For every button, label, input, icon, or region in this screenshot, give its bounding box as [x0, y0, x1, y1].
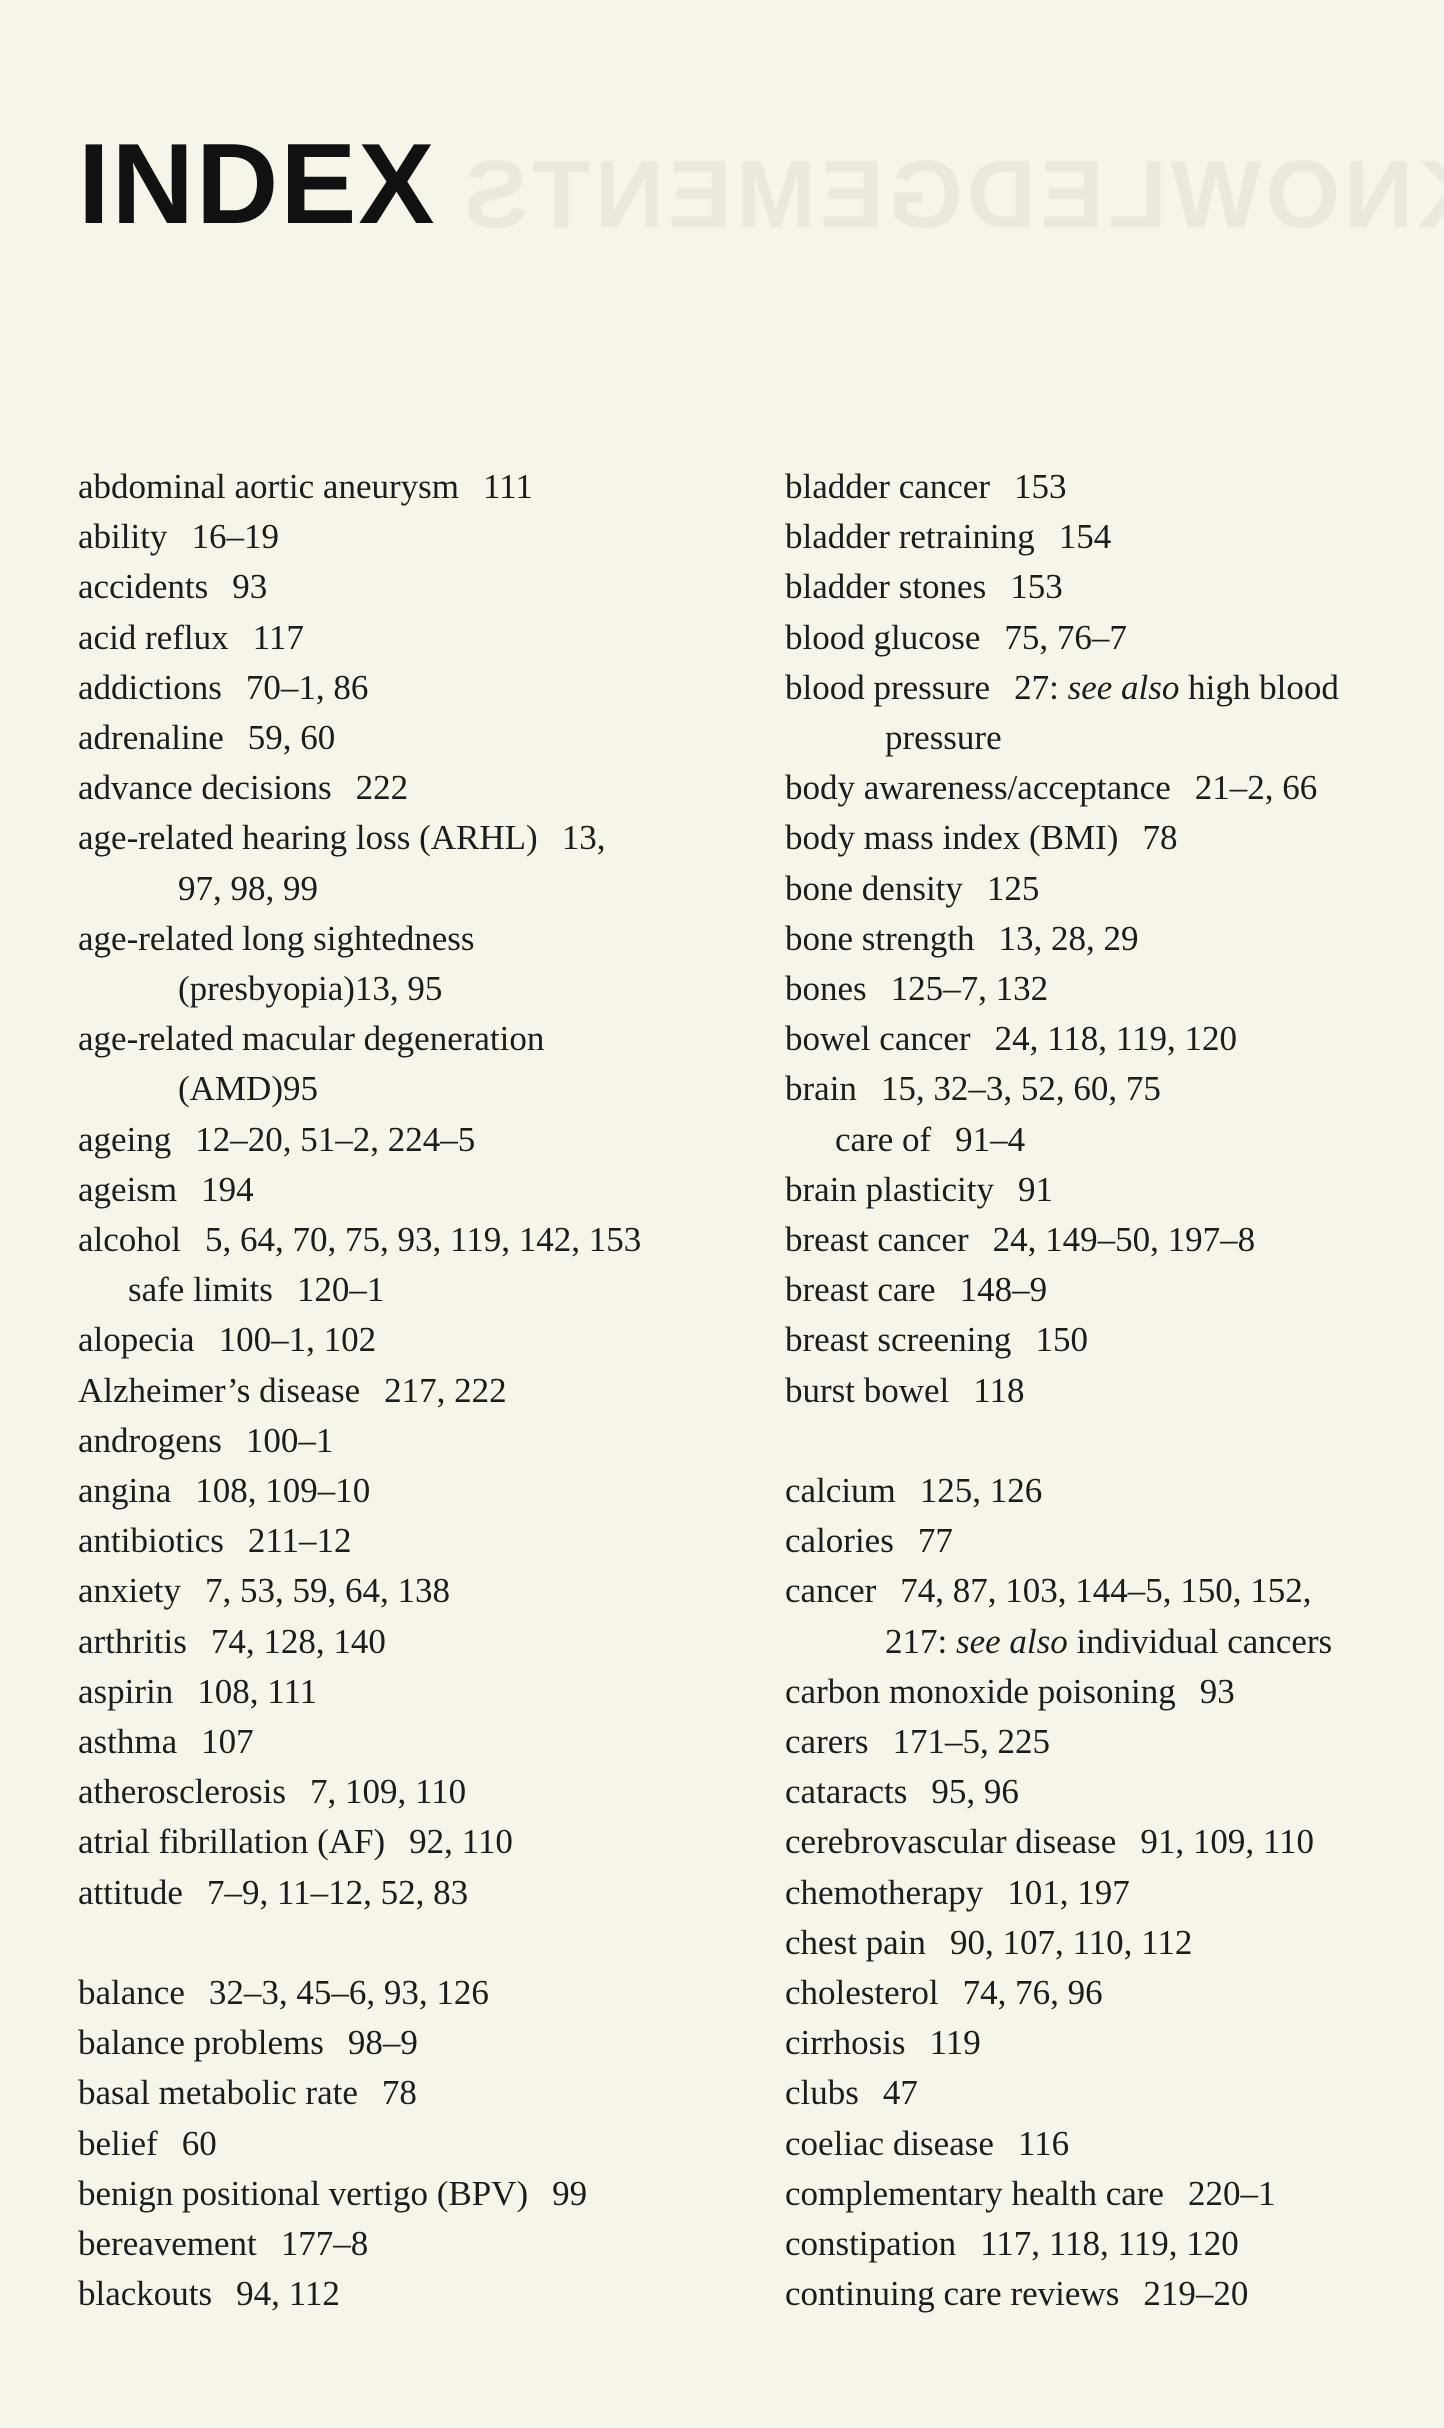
- index-entry: [785, 2169, 1444, 2219]
- index-pages: 171–5, 225: [892, 1722, 1051, 1762]
- index-entry: [78, 1466, 758, 1516]
- index-pages: 153: [1014, 467, 1067, 506]
- index-pages: 211–12: [247, 1521, 352, 1561]
- index-term: cataracts: [785, 1772, 908, 1812]
- index-pages: 100–1: [245, 1420, 334, 1460]
- index-pages: 59, 60: [247, 718, 336, 758]
- index-entry-continuation: [78, 1064, 758, 1114]
- index-term: addictions: [78, 667, 222, 707]
- index-entry: [78, 813, 758, 863]
- index-term: carers: [785, 1722, 869, 1762]
- index-pages: 75, 76–7: [1004, 617, 1127, 657]
- index-entry: [78, 1717, 758, 1767]
- index-term: bereavement: [78, 2224, 257, 2264]
- index-pages: 7, 109, 110: [309, 1772, 467, 1812]
- see-also-label: see also: [1067, 667, 1180, 707]
- index-pages: 95, 96: [931, 1772, 1019, 1812]
- index-pages: 91, 109, 110: [1140, 1822, 1315, 1862]
- index-pages: 78: [1142, 818, 1178, 858]
- index-entry: [785, 1868, 1444, 1918]
- index-entry: [78, 512, 758, 562]
- index-pages: 21–2, 66: [1194, 768, 1318, 808]
- index-entry: [785, 613, 1444, 663]
- index-entry: [78, 2219, 758, 2269]
- continuation-text: 97, 98, 99: [178, 868, 318, 908]
- index-entry: [78, 1315, 758, 1365]
- index-entry: [785, 1265, 1444, 1315]
- index-entry-continuation: [78, 964, 758, 1014]
- index-entry: [785, 1918, 1444, 1968]
- index-pages: 91–4: [955, 1119, 1026, 1159]
- letter-group-gap: [785, 1416, 1444, 1466]
- index-entry: [78, 462, 758, 512]
- index-entry: [78, 1014, 758, 1064]
- index-pages: 60: [181, 2123, 217, 2163]
- index-pages: 148–9: [959, 1270, 1048, 1310]
- index-entry: [785, 2119, 1444, 2169]
- index-term: Alzheimer’s disease: [78, 1370, 361, 1410]
- index-entry: [78, 1215, 758, 1265]
- index-term: bowel cancer: [785, 1019, 971, 1059]
- index-pages: 108, 111: [197, 1671, 318, 1711]
- index-pages: 153: [1010, 567, 1063, 607]
- index-entry: [78, 562, 758, 612]
- index-entry: [785, 1667, 1444, 1717]
- index-entry: [785, 1516, 1444, 1566]
- index-term: bladder stones: [785, 567, 987, 607]
- index-pages: 7–9, 11–12, 52, 83: [206, 1872, 469, 1912]
- index-term: body mass index (BMI): [785, 818, 1119, 858]
- index-pages: 5, 64, 70, 75, 93, 119, 142, 153: [205, 1220, 642, 1260]
- index-pages: 93: [232, 567, 268, 607]
- index-term: bladder retraining: [785, 517, 1035, 557]
- index-pages: 13, 28, 29: [998, 918, 1139, 958]
- index-entry-continuation: [785, 1617, 1444, 1667]
- index-term: brain: [785, 1069, 857, 1109]
- index-term: alopecia: [78, 1320, 195, 1360]
- index-pages: 24, 149–50, 197–8: [992, 1220, 1256, 1260]
- index-term: coeliac disease: [785, 2123, 994, 2163]
- index-subentry: [78, 1265, 758, 1315]
- index-entry-continuation: [78, 864, 758, 914]
- index-entry: [78, 1366, 758, 1416]
- letter-group-gap: [78, 1918, 758, 1968]
- index-entry: [78, 1416, 758, 1466]
- index-term: constipation: [785, 2224, 957, 2264]
- index-entry: [785, 1064, 1444, 1114]
- index-entry: [78, 1165, 758, 1215]
- index-pages: 125–7, 132: [890, 969, 1049, 1009]
- index-pages: 118: [973, 1370, 1025, 1410]
- index-term: care of: [835, 1119, 932, 1159]
- index-term: basal metabolic rate: [78, 2073, 358, 2113]
- index-pages: 217, 222: [384, 1370, 507, 1410]
- index-pages: 12–20, 51–2, 224–5: [195, 1119, 476, 1159]
- index-term: abdominal aortic aneurysm: [78, 467, 459, 506]
- index-pages: 15, 32–3, 52, 60, 75: [880, 1069, 1161, 1109]
- index-pages: 108, 109–10: [195, 1471, 371, 1511]
- index-term: cholesterol: [785, 1973, 939, 2013]
- index-pages: 13, 95: [354, 969, 443, 1009]
- index-term: age-related long sightedness: [78, 918, 475, 958]
- index-pages: 16–19: [191, 517, 279, 557]
- index-entry: [785, 1165, 1444, 1215]
- index-term: angina: [78, 1471, 172, 1511]
- index-pages: 95: [282, 1069, 318, 1109]
- index-pages: 7, 53, 59, 64, 138: [205, 1571, 451, 1611]
- index-pages: 120–1: [296, 1270, 385, 1310]
- show-through-text: [460, 140, 1444, 250]
- index-term: blood pressure: [785, 667, 991, 707]
- index-entry: [785, 663, 1444, 713]
- index-entry: [78, 2169, 758, 2219]
- index-entry: [785, 813, 1444, 863]
- index-term: balance problems: [78, 2023, 324, 2063]
- index-column-left: [78, 462, 758, 2320]
- index-pages: 77: [917, 1521, 953, 1561]
- index-pages: 99: [552, 2173, 588, 2213]
- index-entry: [785, 1767, 1444, 1817]
- index-term: age-related hearing loss (ARHL): [78, 818, 538, 858]
- index-entry: [78, 2269, 758, 2319]
- index-term: ageing: [78, 1119, 172, 1159]
- index-entry: [785, 1215, 1444, 1265]
- continuation-text: (presbyopia): [178, 969, 355, 1009]
- continuation-text: 217:: [885, 1621, 948, 1661]
- index-term: blood glucose: [785, 617, 981, 657]
- index-pages: 119: [929, 2023, 981, 2063]
- index-pages: 116: [1017, 2123, 1070, 2163]
- index-term: burst bowel: [785, 1370, 950, 1410]
- index-term: brain plasticity: [785, 1169, 994, 1209]
- index-entry: [78, 663, 758, 713]
- continuation-text: (AMD): [178, 1069, 283, 1109]
- index-term: alcohol: [78, 1220, 182, 1260]
- index-entry: [78, 2068, 758, 2118]
- index-entry: [785, 1315, 1444, 1365]
- index-term: body awareness/acceptance: [785, 768, 1171, 808]
- index-term: continuing care reviews: [785, 2274, 1120, 2314]
- index-term: balance: [78, 1973, 185, 2013]
- index-pages: 219–20: [1143, 2274, 1249, 2314]
- index-entry: [78, 1817, 758, 1867]
- index-term: bone strength: [785, 918, 975, 958]
- index-pages: 125, 126: [919, 1471, 1043, 1511]
- index-pages: 194: [201, 1169, 254, 1209]
- index-term: androgens: [78, 1420, 222, 1460]
- index-term: complementary health care: [785, 2173, 1164, 2213]
- index-entry: [785, 1366, 1444, 1416]
- index-pages: 70–1, 86: [245, 667, 369, 707]
- index-entry: [785, 1466, 1444, 1516]
- index-term: accidents: [78, 567, 209, 607]
- index-entry: [78, 763, 758, 813]
- index-entry: [785, 562, 1444, 612]
- index-entry: [78, 1516, 758, 1566]
- index-term: breast screening: [785, 1320, 1012, 1360]
- index-pages: 150: [1035, 1320, 1088, 1360]
- index-entry: [78, 713, 758, 763]
- index-entry: [785, 2018, 1444, 2068]
- index-term: clubs: [785, 2073, 859, 2113]
- index-term: calcium: [785, 1471, 896, 1511]
- index-term: calories: [785, 1521, 894, 1561]
- index-term: antibiotics: [78, 1521, 224, 1561]
- index-entry: [785, 2068, 1444, 2118]
- index-term: benign positional vertigo (BPV): [78, 2173, 529, 2213]
- index-term: chemotherapy: [785, 1872, 984, 1912]
- index-column-right: [785, 462, 1444, 2320]
- index-term: arthritis: [78, 1621, 187, 1661]
- index-entry: [78, 1868, 758, 1918]
- index-entry: [785, 914, 1444, 964]
- index-term: safe limits: [128, 1270, 273, 1310]
- index-pages: 92, 110: [409, 1822, 513, 1862]
- index-entry: [785, 964, 1444, 1014]
- index-pages: 100–1, 102: [218, 1320, 377, 1360]
- index-term: adrenaline: [78, 718, 224, 758]
- index-term: cancer: [785, 1571, 877, 1611]
- index-pages: 107: [201, 1722, 254, 1762]
- index-entry: [78, 914, 758, 964]
- index-term: carbon monoxide poisoning: [785, 1671, 1176, 1711]
- index-pages: 220–1: [1187, 2173, 1276, 2213]
- index-term: cirrhosis: [785, 2023, 906, 2063]
- index-pages: 177–8: [280, 2224, 369, 2264]
- index-pages: 154: [1058, 517, 1112, 557]
- index-term: breast cancer: [785, 1220, 969, 1260]
- index-term: aspirin: [78, 1671, 174, 1711]
- index-entry: [785, 1817, 1444, 1867]
- continuation-text: pressure: [885, 718, 1002, 758]
- index-term: chest pain: [785, 1922, 926, 1962]
- index-entry: [78, 1566, 758, 1616]
- index-pages: 47: [882, 2073, 918, 2113]
- index-pages: 94, 112: [236, 2274, 340, 2314]
- index-entry: [78, 2018, 758, 2068]
- index-term: atherosclerosis: [78, 1772, 286, 1812]
- index-pages: 78: [381, 2073, 417, 2113]
- index-entry: [78, 2119, 758, 2169]
- index-pages: 27:: [1014, 667, 1059, 707]
- index-pages: 24, 118, 119, 120: [994, 1019, 1237, 1059]
- page-title: INDEX: [78, 121, 437, 248]
- index-entry: [785, 1968, 1444, 2018]
- index-pages: 74, 87, 103, 144–5, 150, 152,: [900, 1571, 1312, 1611]
- index-pages: 13,: [561, 818, 606, 858]
- index-term: asthma: [78, 1722, 178, 1762]
- index-entry: [785, 512, 1444, 562]
- index-term: atrial fibrillation (AF): [78, 1822, 386, 1862]
- index-entry: [78, 1968, 758, 2018]
- index-pages: 117: [252, 617, 304, 657]
- index-entry: [78, 1667, 758, 1717]
- index-pages: 74, 128, 140: [210, 1621, 386, 1661]
- index-term: cerebrovascular disease: [785, 1822, 1117, 1862]
- index-term: bones: [785, 969, 867, 1009]
- index-pages: 91: [1017, 1169, 1053, 1209]
- index-entry: [78, 1617, 758, 1667]
- index-term: advance decisions: [78, 768, 332, 808]
- index-entry: [785, 1014, 1444, 1064]
- index-pages: 222: [355, 768, 409, 808]
- index-pages: 111: [482, 467, 533, 506]
- index-pages: 74, 76, 96: [962, 1973, 1103, 2013]
- index-entry-continuation: [785, 713, 1444, 763]
- index-term: bladder cancer: [785, 467, 990, 506]
- index-term: ability: [78, 517, 168, 557]
- index-entry: [785, 2269, 1444, 2319]
- index-pages: 117, 118, 119, 120: [980, 2224, 1239, 2264]
- index-term: acid reflux: [78, 617, 229, 657]
- index-pages: 101, 197: [1007, 1872, 1130, 1912]
- index-term: anxiety: [78, 1571, 182, 1611]
- index-term: blackouts: [78, 2274, 213, 2314]
- index-entry: [785, 2219, 1444, 2269]
- index-subentry: [785, 1115, 1444, 1165]
- see-also-target: individual cancers: [1076, 1621, 1333, 1661]
- index-entry: [785, 1717, 1444, 1767]
- index-term: ageism: [78, 1169, 178, 1209]
- index-entry: [78, 1767, 758, 1817]
- index-entry: [78, 613, 758, 663]
- index-term: age-related macular degeneration: [78, 1019, 545, 1059]
- index-pages: 93: [1199, 1671, 1235, 1711]
- index-entry: [78, 1115, 758, 1165]
- index-pages: 32–3, 45–6, 93, 126: [208, 1973, 489, 2013]
- index-pages: 90, 107, 110, 112: [949, 1922, 1193, 1962]
- index-pages: 125: [986, 868, 1040, 908]
- index-term: breast care: [785, 1270, 936, 1310]
- index-term: belief: [78, 2123, 158, 2163]
- index-entry: [785, 763, 1444, 813]
- index-entry: [785, 1566, 1444, 1616]
- see-also-label: see also: [955, 1621, 1068, 1661]
- index-entry: [785, 864, 1444, 914]
- index-term: bone density: [785, 868, 963, 908]
- index-term: attitude: [78, 1872, 183, 1912]
- index-pages: 98–9: [347, 2023, 418, 2063]
- see-also-target: high blood: [1188, 667, 1339, 707]
- index-entry: [785, 462, 1444, 512]
